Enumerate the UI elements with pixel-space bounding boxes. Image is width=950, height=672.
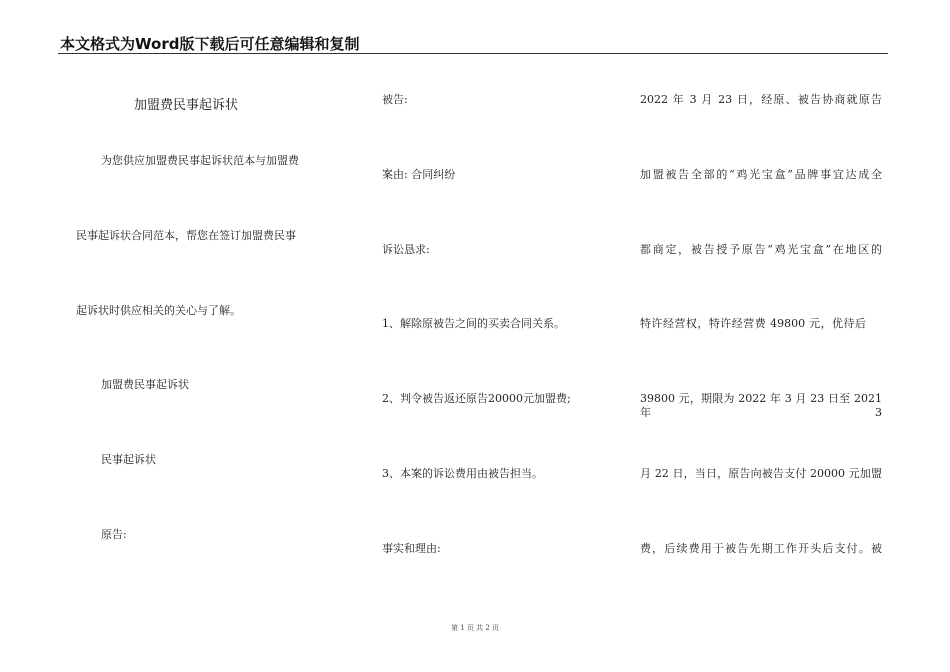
column3-line-6: 月 22 日，当日，原告向被告支付 20000 元加盟 xyxy=(640,467,882,480)
header-divider xyxy=(58,53,888,54)
document-title: 加盟费民事起诉状 xyxy=(134,98,239,113)
column3-line-7: 费，后续费用于被告先期工作开头后支付。被 xyxy=(640,542,882,555)
column3-line-2: 加盟被告全部的“鸡光宝盒”品牌事宜达成全 xyxy=(640,168,882,181)
column1-line-4: 加盟费民事起诉状 xyxy=(101,378,189,391)
column2-line-2: 案由: 合同纠纷 xyxy=(382,168,456,181)
column3-line-3: 都商定，被告授予原告“鸡光宝盒”在地区的 xyxy=(640,243,882,256)
column1-line-5: 民事起诉状 xyxy=(101,453,156,466)
column2-line-3: 诉讼恳求: xyxy=(382,243,430,256)
column1-line-6: 原告: xyxy=(101,528,127,541)
page-header-title: 本文格式为Word版下载后可任意编辑和复制 xyxy=(60,35,360,53)
column2-line-7: 事实和理由: xyxy=(382,542,441,555)
column3-line-1: 2022 年 3 月 23 日，经原、被告协商就原告 xyxy=(640,93,882,106)
column3-line-5: 39800 元，期限为 2022 年 3 月 23 日至 2021 年 3 xyxy=(640,392,882,419)
column2-line-5: 2、判令被告返还原告20000元加盟费; xyxy=(382,392,571,405)
column2-line-6: 3、本案的诉讼费用由被告担当。 xyxy=(382,467,543,480)
column1-line-3: 起诉状时供应相关的关心与了解。 xyxy=(76,304,241,317)
column1-line-2: 民事起诉状合同范本，帮您在签订加盟费民事 xyxy=(76,229,296,242)
column3-line-4: 特许经营权，特许经营费 49800 元，优待后 xyxy=(640,317,866,330)
page-number: 第 1 页 共 2 页 xyxy=(450,624,500,632)
column2-line-1: 被告: xyxy=(382,93,408,106)
column2-line-4: 1、解除原被告之间的买卖合同关系。 xyxy=(382,317,565,330)
column1-line-1: 为您供应加盟费民事起诉状范本与加盟费 xyxy=(101,154,299,167)
